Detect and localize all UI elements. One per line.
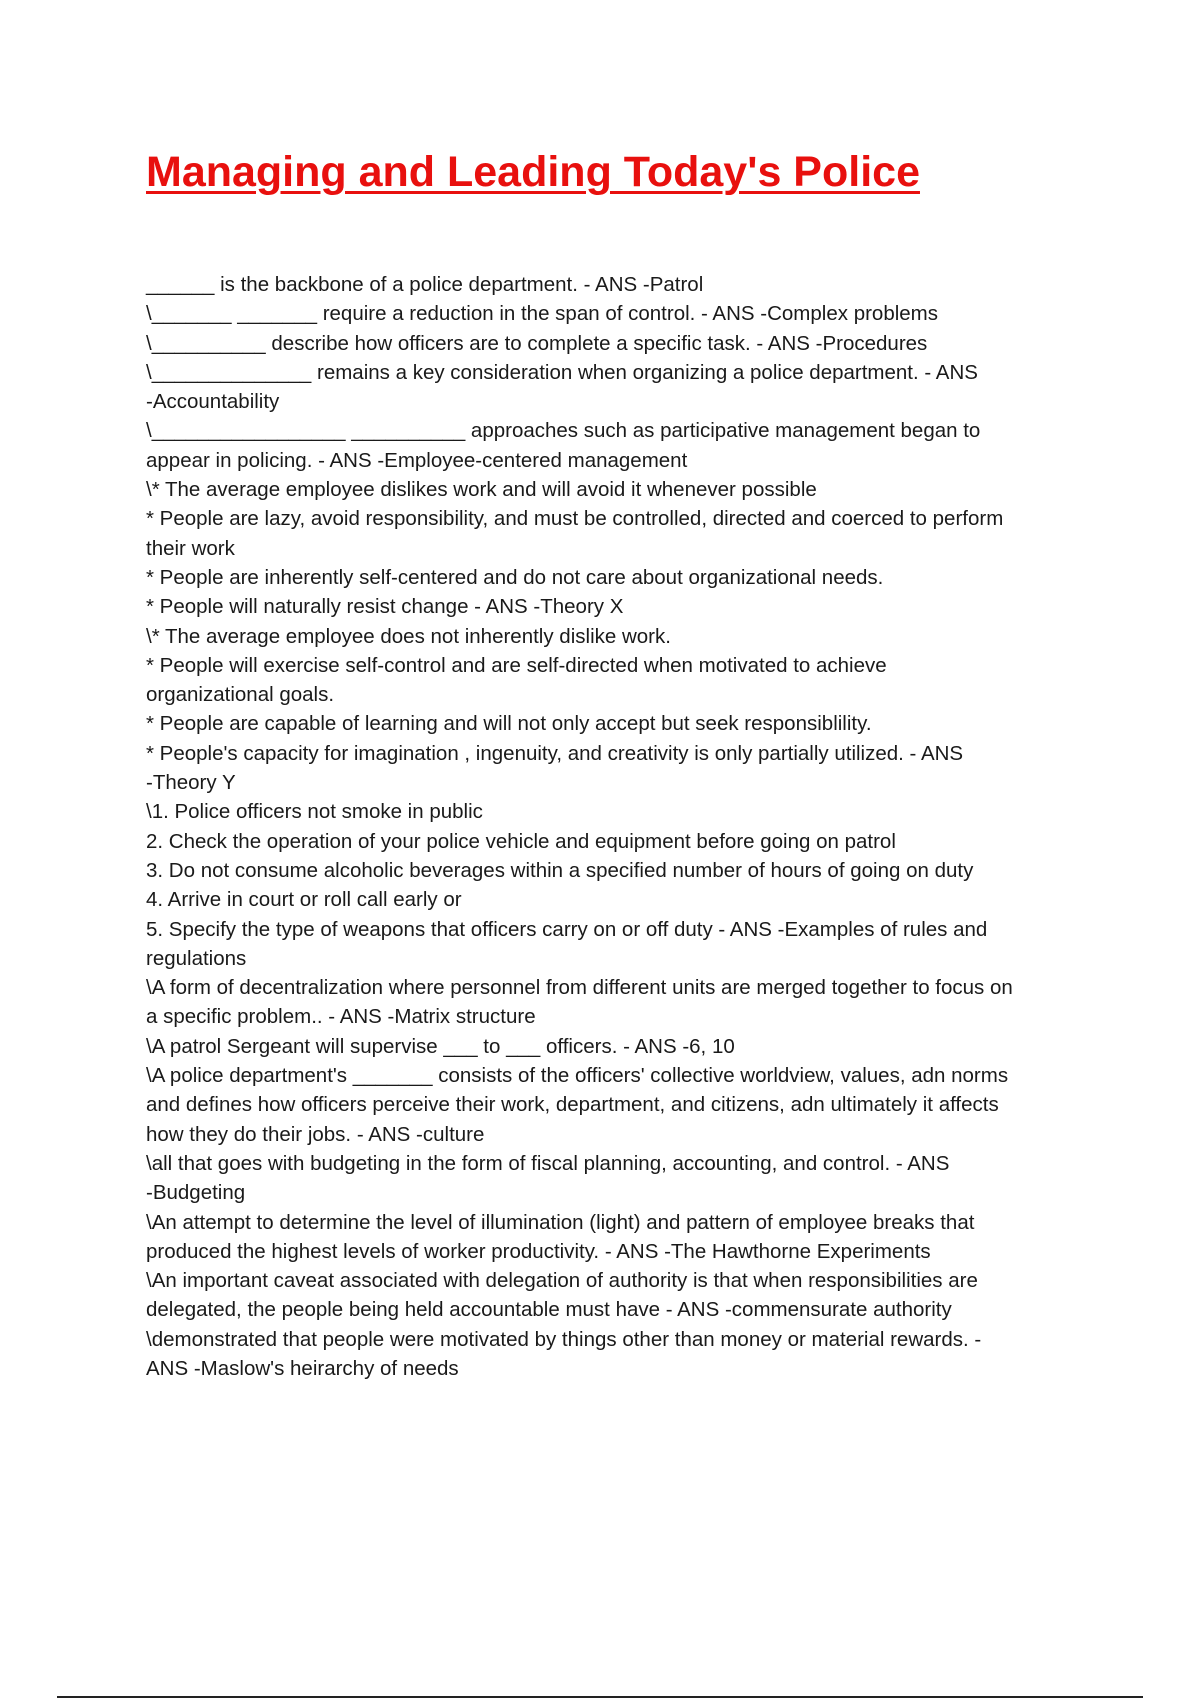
text-line: ______ is the backbone of a police department. - ANS -Patrol — [146, 273, 704, 296]
footer-divider — [57, 1696, 1143, 1698]
text-line: \_________________ __________ approaches such as participative management began to — [146, 419, 981, 443]
text-line: \__________ describe how officers are to complete a specific task. - ANS -Procedures — [146, 331, 928, 355]
text-line: \* The average employee does not inherently dislike work. — [146, 624, 671, 648]
text-line: \______________ remains a key consideration when organizing a police department. - ANS — [146, 360, 978, 384]
text-line: and defines how officers perceive their work, department, and citizens, adn ultimately it affects — [146, 1093, 999, 1117]
text-line: \_______ _______ require a reduction in the span of control. - ANS -Complex problems — [146, 302, 939, 326]
text-line: \* The average employee dislikes work and will avoid it whenever possible — [146, 478, 817, 502]
text-line: * People will exercise self-control and are self-directed when motivated to achieve — [146, 653, 887, 677]
text-line: organizational goals. — [146, 683, 335, 707]
text-line: 3. Do not consume alcoholic beverages within a specified number of hours of going on duty — [146, 858, 974, 882]
text-line: appear in policing. - ANS -Employee-centered management — [146, 448, 688, 472]
text-line: -Theory Y — [146, 771, 236, 795]
text-line: \A form of decentralization where personnel from different units are merged together to focus on — [146, 976, 1013, 1000]
text-line: how they do their jobs. - ANS -culture — [146, 1122, 485, 1146]
text-line: \A police department's _______ consists of the officers' collective worldview, values, adn norms — [146, 1064, 1009, 1088]
document-title: Managing and Leading Today's Police — [146, 148, 920, 196]
text-line: * People are inherently self-centered and do not care about organizational needs. — [146, 565, 884, 589]
text-line: 4. Arrive in court or roll call early or — [146, 888, 462, 912]
text-line: ANS -Maslow's heirarchy of needs — [146, 1356, 459, 1380]
text-line: produced the highest levels of worker productivity. - ANS -The Hawthorne Experiments — [146, 1239, 931, 1263]
text-line: * People's capacity for imagination , ingenuity, and creativity is only partially utilized. - ANS — [146, 741, 964, 765]
text-line: -Accountability — [146, 390, 280, 414]
text-line: 5. Specify the type of weapons that officers carry on or off duty - ANS -Examples of rules and — [146, 917, 988, 941]
text-line: * People will naturally resist change - ANS -Theory X — [146, 595, 624, 619]
text-line: * People are lazy, avoid responsibility, and must be controlled, directed and coerced to perform — [146, 507, 1004, 531]
text-line: \An attempt to determine the level of illumination (light) and pattern of employee breaks that — [146, 1210, 975, 1234]
text-line: \all that goes with budgeting in the form of fiscal planning, accounting, and control. - ANS — [146, 1151, 950, 1175]
document-body — [146, 270, 1101, 1383]
text-line: \A patrol Sergeant will supervise ___ to ___ officers. - ANS -6, 10 — [146, 1034, 735, 1058]
text-line: \demonstrated that people were motivated by things other than money or material rewards. - — [146, 1327, 982, 1351]
text-line: -Budgeting — [146, 1181, 246, 1205]
text-line: their work — [146, 536, 235, 560]
text-line: a specific problem.. - ANS -Matrix structure — [146, 1005, 536, 1029]
text-line: 2. Check the operation of your police vehicle and equipment before going on patrol — [146, 829, 896, 853]
text-line: delegated, the people being held accountable must have - ANS -commensurate authority — [146, 1298, 952, 1322]
text-line: \1. Police officers not smoke in public — [146, 800, 483, 824]
text-line: * People are capable of learning and will not only accept but seek responsiblility. — [146, 712, 872, 736]
text-line: regulations — [146, 946, 247, 970]
text-line: \An important caveat associated with delegation of authority is that when responsibilities are — [146, 1269, 978, 1293]
